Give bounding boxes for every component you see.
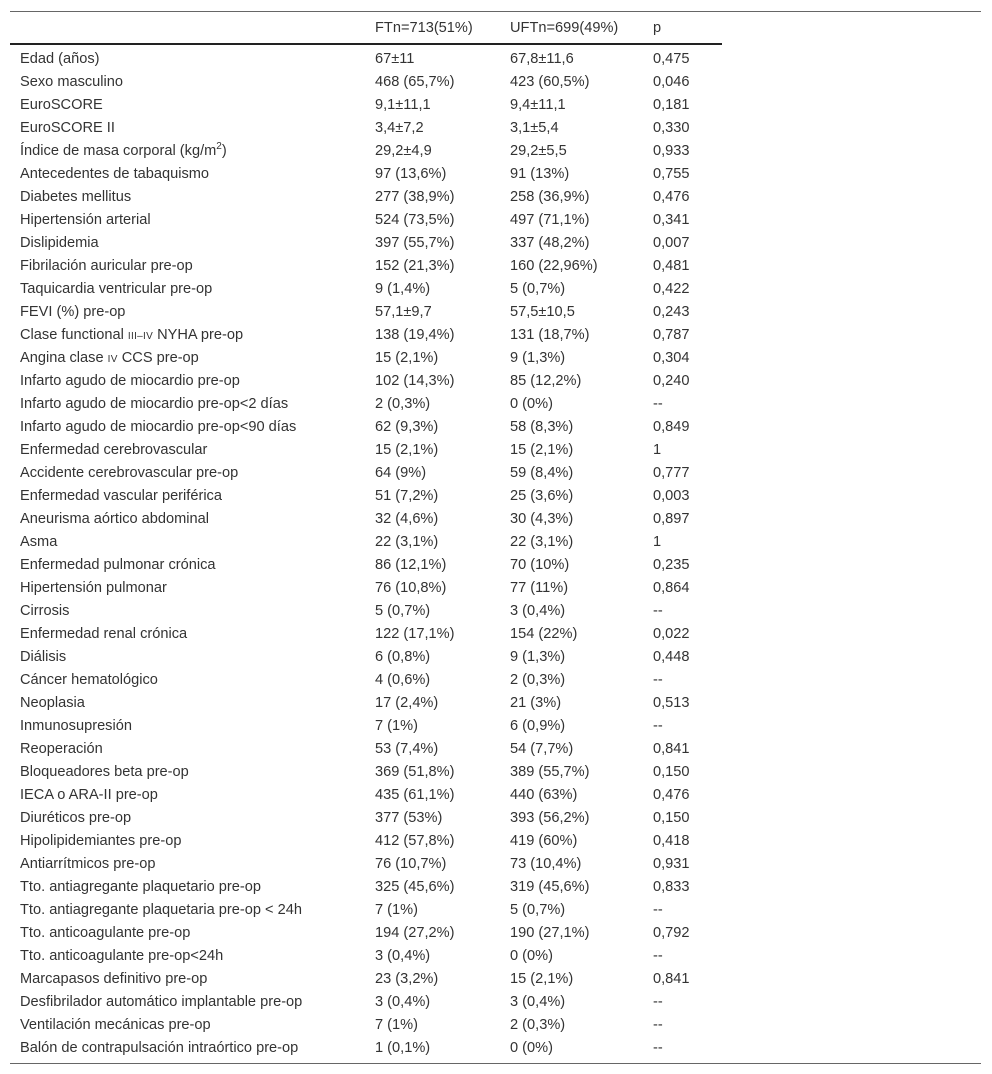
table-row [10, 737, 722, 760]
p-value: 0,476 [653, 188, 690, 205]
p-value: 0,864 [653, 579, 690, 596]
table-row [10, 185, 722, 208]
uft-value: 9 (1,3%) [510, 648, 566, 665]
p-value: 0,897 [653, 510, 690, 527]
row-label: Aneurisma aórtico abdominal [20, 510, 210, 527]
uft-value: 29,2±5,5 [510, 142, 567, 159]
table-row [10, 116, 722, 139]
uft-value: 0 (0%) [510, 395, 553, 412]
row-label: Antecedentes de tabaquismo [20, 165, 210, 182]
p-value: 1 [653, 441, 662, 458]
class-small-caps: III–IV [127, 330, 154, 342]
row-label-suffix: CCS pre-op [117, 349, 199, 366]
table-row [10, 714, 722, 737]
ft-value: 9 (1,4%) [375, 280, 431, 297]
p-value: 0,841 [653, 740, 690, 757]
p-value: 0,341 [653, 211, 690, 228]
row-label: Tto. antiagregante plaquetario pre-op [20, 878, 261, 895]
p-value: 0,792 [653, 924, 690, 941]
ft-value: 9,1±11,1 [375, 96, 431, 113]
uft-value: 0 (0%) [510, 1039, 553, 1056]
p-value: 0,181 [653, 96, 690, 113]
p-value: -- [653, 1016, 663, 1033]
p-value: 0,476 [653, 786, 690, 803]
superscript: 2 [216, 140, 222, 152]
uft-value: 91 (13%) [510, 165, 570, 182]
table-row [10, 1036, 722, 1059]
uft-value: 440 (63%) [510, 786, 578, 803]
row-label: Ventilación mecánicas pre-op [20, 1016, 211, 1033]
header-variable [10, 12, 365, 44]
ft-value: 76 (10,8%) [375, 579, 447, 596]
uft-value: 70 (10%) [510, 556, 570, 573]
p-value: 0,933 [653, 142, 690, 159]
uft-value: 131 (18,7%) [510, 326, 590, 343]
row-label-text: Índice de masa corporal (kg/m [20, 142, 217, 159]
p-value: 0,833 [653, 878, 690, 895]
ft-value: 152 (21,3%) [375, 257, 455, 274]
ft-value: 377 (53%) [375, 809, 443, 826]
row-label: Enfermedad pulmonar crónica [20, 556, 216, 573]
table-row [10, 231, 722, 254]
table-row [10, 783, 722, 806]
p-value: 0,787 [653, 326, 690, 343]
table-row [10, 990, 722, 1013]
ft-value: 15 (2,1%) [375, 441, 439, 458]
ft-value: 64 (9%) [375, 464, 427, 481]
row-label: EuroSCORE [20, 96, 103, 113]
p-value: 0,022 [653, 625, 690, 642]
uft-value: 423 (60,5%) [510, 73, 590, 90]
p-value: 0,841 [653, 970, 690, 987]
table-row [10, 576, 722, 599]
uft-value: 57,5±10,5 [510, 303, 575, 320]
uft-value: 22 (3,1%) [510, 533, 574, 550]
uft-value: 5 (0,7%) [510, 280, 566, 297]
uft-value: 3 (0,4%) [510, 602, 566, 619]
p-value: 0,243 [653, 303, 690, 320]
p-value: 0,755 [653, 165, 690, 182]
ft-value: 412 (57,8%) [375, 832, 455, 849]
table-row [10, 668, 722, 691]
row-label-text: Angina clase [20, 349, 108, 366]
uft-value: 25 (3,6%) [510, 487, 574, 504]
table-row [10, 622, 722, 645]
row-label: Enfermedad renal crónica [20, 625, 188, 642]
row-label: Infarto agudo de miocardio pre-op<90 días [20, 418, 297, 435]
ft-value: 23 (3,2%) [375, 970, 439, 987]
ft-value: 524 (73,5%) [375, 211, 455, 228]
table-row [10, 392, 722, 415]
row-label: Cirrosis [20, 602, 70, 619]
ft-value: 86 (12,1%) [375, 556, 447, 573]
uft-value: 73 (10,4%) [510, 855, 582, 872]
ft-value: 62 (9,3%) [375, 418, 439, 435]
row-label: Marcapasos definitivo pre-op [20, 970, 208, 987]
uft-value: 9 (1,3%) [510, 349, 566, 366]
ft-value: 53 (7,4%) [375, 740, 439, 757]
uft-value: 2 (0,3%) [510, 671, 566, 688]
row-label: Asma [20, 533, 58, 550]
p-value: 0,777 [653, 464, 690, 481]
ft-value: 7 (1%) [375, 901, 418, 918]
p-value: -- [653, 395, 663, 412]
ft-value: 122 (17,1%) [375, 625, 455, 642]
class-small-caps: IV [107, 353, 118, 365]
uft-value: 15 (2,1%) [510, 970, 574, 987]
row-label: Edad (años) [20, 50, 100, 67]
baseline-characteristics-table [10, 12, 722, 1059]
uft-value: 58 (8,3%) [510, 418, 574, 435]
table-row [10, 208, 722, 231]
ft-value: 57,1±9,7 [375, 303, 432, 320]
row-label: FEVI (%) pre-op [20, 303, 126, 320]
p-value: 0,418 [653, 832, 690, 849]
p-value: 0,422 [653, 280, 690, 297]
ft-value: 32 (4,6%) [375, 510, 439, 527]
table-row [10, 898, 722, 921]
p-value: 0,003 [653, 487, 690, 504]
uft-value: 393 (56,2%) [510, 809, 590, 826]
ft-value: 51 (7,2%) [375, 487, 439, 504]
ft-value: 29,2±4,9 [375, 142, 432, 159]
uft-value: 67,8±11,6 [510, 50, 574, 67]
p-value: -- [653, 671, 663, 688]
row-label: EuroSCORE II [20, 119, 115, 136]
header-ft-group: FTn=713(51%) [365, 12, 500, 44]
ft-value: 3,4±7,2 [375, 119, 424, 136]
uft-value: 497 (71,1%) [510, 211, 590, 228]
table-row [10, 369, 722, 392]
table-row [10, 461, 722, 484]
table-row [10, 254, 722, 277]
row-label: Dislipidemia [20, 234, 99, 251]
uft-value: 9,4±11,1 [510, 96, 566, 113]
ft-value: 7 (1%) [375, 717, 418, 734]
table-row [10, 346, 722, 369]
table-row [10, 760, 722, 783]
row-label: Cáncer hematológico [20, 671, 158, 688]
row-label: Fibrilación auricular pre-op [20, 257, 193, 274]
p-value: 0,150 [653, 809, 690, 826]
p-value: -- [653, 717, 663, 734]
table-row [10, 967, 722, 990]
table-row [10, 645, 722, 668]
table-row [10, 323, 722, 346]
table-row [10, 921, 722, 944]
table-row [10, 44, 722, 70]
p-value: 0,330 [653, 119, 690, 136]
row-label: Taquicardia ventricular pre-op [20, 280, 213, 297]
document [10, 11, 981, 1064]
ft-value: 435 (61,1%) [375, 786, 455, 803]
uft-value: 21 (3%) [510, 694, 562, 711]
p-value: -- [653, 901, 663, 918]
row-label: Accidente cerebrovascular pre-op [20, 464, 239, 481]
table-row [10, 70, 722, 93]
ft-value: 277 (38,9%) [375, 188, 455, 205]
table-row [10, 162, 722, 185]
row-label [10, 323, 365, 346]
p-value: 0,448 [653, 648, 690, 665]
row-label: Bloqueadores beta pre-op [20, 763, 189, 780]
row-label: Neoplasia [20, 694, 85, 711]
uft-value: 258 (36,9%) [510, 188, 590, 205]
uft-value: 15 (2,1%) [510, 441, 574, 458]
row-label: Antiarrítmicos pre-op [20, 855, 156, 872]
table-row [10, 530, 722, 553]
p-value: 0,849 [653, 418, 690, 435]
table-row [10, 300, 722, 323]
row-label: Enfermedad cerebrovascular [20, 441, 208, 458]
p-value: 0,475 [653, 50, 690, 67]
header-uft-group: UFTn=699(49%) [500, 12, 643, 44]
table-row [10, 484, 722, 507]
ft-value: 97 (13,6%) [375, 165, 447, 182]
ft-value: 138 (19,4%) [375, 326, 455, 343]
uft-value: 77 (11%) [510, 579, 569, 596]
row-label: Tto. anticoagulante pre-op<24h [20, 947, 224, 964]
row-label: Tto. anticoagulante pre-op [20, 924, 191, 941]
ft-value: 17 (2,4%) [375, 694, 439, 711]
row-label: IECA o ARA-II pre-op [20, 786, 158, 803]
p-value: 0,931 [653, 855, 690, 872]
row-label-suffix: ) [221, 142, 227, 159]
p-value: -- [653, 1039, 663, 1056]
table-row [10, 691, 722, 714]
table-row [10, 1013, 722, 1036]
uft-value: 5 (0,7%) [510, 901, 566, 918]
ft-value: 22 (3,1%) [375, 533, 439, 550]
row-label: Tto. antiagregante plaquetaria pre-op < 24h [20, 901, 302, 918]
uft-value: 419 (60%) [510, 832, 578, 849]
ft-value: 7 (1%) [375, 1016, 418, 1033]
uft-value: 160 (22,96%) [510, 257, 598, 274]
uft-value: 319 (45,6%) [510, 878, 590, 895]
row-label [10, 139, 365, 162]
row-label: Hipolipidemiantes pre-op [20, 832, 182, 849]
header-p-value: p [643, 12, 722, 44]
row-label: Hipertensión arterial [20, 211, 151, 228]
uft-value: 190 (27,1%) [510, 924, 590, 941]
row-label: Inmunosupresión [20, 717, 132, 734]
row-label: Hipertensión pulmonar [20, 579, 167, 596]
ft-value: 194 (27,2%) [375, 924, 455, 941]
ft-value: 1 (0,1%) [375, 1039, 431, 1056]
row-label: Infarto agudo de miocardio pre-op [20, 372, 240, 389]
table-row [10, 93, 722, 116]
table-row [10, 415, 722, 438]
uft-value: 2 (0,3%) [510, 1016, 566, 1033]
row-label [10, 346, 365, 369]
table-row [10, 944, 722, 967]
p-value: 0,240 [653, 372, 690, 389]
ft-value: 5 (0,7%) [375, 602, 431, 619]
uft-value: 54 (7,7%) [510, 740, 574, 757]
p-value: 0,150 [653, 763, 690, 780]
ft-value: 6 (0,8%) [375, 648, 431, 665]
table-row [10, 553, 722, 576]
uft-value: 337 (48,2%) [510, 234, 590, 251]
table-row [10, 852, 722, 875]
table-row [10, 599, 722, 622]
table-row [10, 438, 722, 461]
ft-value: 2 (0,3%) [375, 395, 431, 412]
ft-value: 4 (0,6%) [375, 671, 431, 688]
row-label-text: Clase functional [20, 326, 128, 343]
uft-value: 389 (55,7%) [510, 763, 590, 780]
p-value: -- [653, 602, 663, 619]
row-label: Reoperación [20, 740, 103, 757]
row-label-suffix: NYHA pre-op [153, 326, 244, 343]
ft-value: 67±11 [375, 50, 415, 67]
table-row [10, 806, 722, 829]
ft-value: 397 (55,7%) [375, 234, 455, 251]
row-label: Diabetes mellitus [20, 188, 132, 205]
p-value: -- [653, 993, 663, 1010]
uft-value: 154 (22%) [510, 625, 578, 642]
table-row [10, 829, 722, 852]
p-value: 1 [653, 533, 662, 550]
ft-value: 102 (14,3%) [375, 372, 455, 389]
ft-value: 468 (65,7%) [375, 73, 455, 90]
table-row [10, 507, 722, 530]
row-label: Enfermedad vascular periférica [20, 487, 222, 504]
ft-value: 3 (0,4%) [375, 947, 431, 964]
p-value: 0,046 [653, 73, 690, 90]
ft-value: 76 (10,7%) [375, 855, 447, 872]
uft-value: 6 (0,9%) [510, 717, 566, 734]
row-label: Sexo masculino [20, 73, 124, 90]
p-value: 0,304 [653, 349, 690, 366]
uft-value: 0 (0%) [510, 947, 553, 964]
row-label: Desfibrilador automático implantable pre-op [20, 993, 303, 1010]
uft-value: 3 (0,4%) [510, 993, 566, 1010]
uft-value: 30 (4,3%) [510, 510, 574, 527]
header-row [10, 12, 722, 44]
ft-value: 3 (0,4%) [375, 993, 431, 1010]
p-value: 0,235 [653, 556, 690, 573]
row-label: Infarto agudo de miocardio pre-op<2 días [20, 395, 289, 412]
uft-value: 59 (8,4%) [510, 464, 574, 481]
uft-value: 3,1±5,4 [510, 119, 559, 136]
ft-value: 325 (45,6%) [375, 878, 455, 895]
p-value: 0,513 [653, 694, 690, 711]
row-label: Balón de contrapulsación intraórtico pre-op [20, 1039, 299, 1056]
uft-value: 85 (12,2%) [510, 372, 582, 389]
row-label: Diálisis [20, 648, 67, 665]
p-value: 0,481 [653, 257, 690, 274]
table-row [10, 277, 722, 300]
p-value: 0,007 [653, 234, 690, 251]
ft-value: 369 (51,8%) [375, 763, 455, 780]
table-row [10, 139, 722, 162]
table-row [10, 875, 722, 898]
row-label: Diuréticos pre-op [20, 809, 132, 826]
ft-value: 15 (2,1%) [375, 349, 439, 366]
p-value: -- [653, 947, 663, 964]
table-bottom-rule [10, 1063, 981, 1064]
